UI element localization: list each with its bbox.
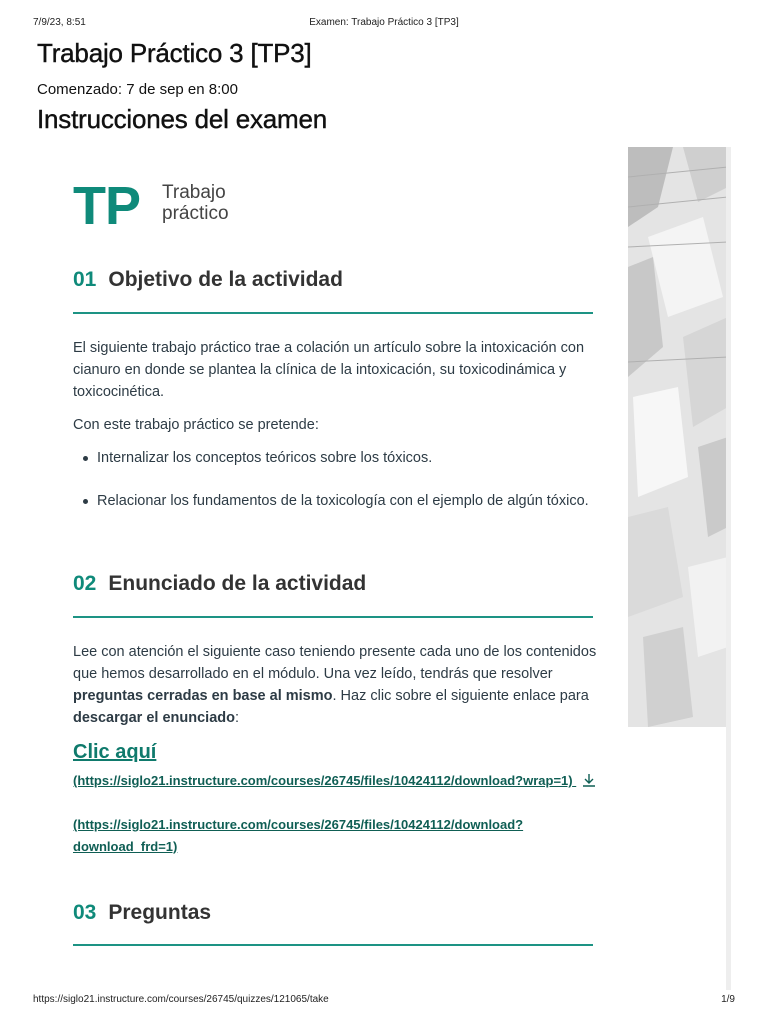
statement-paragraph <box>73 641 603 729</box>
list-item: Internalizar los conceptos teóricos sobre los tóxicos. <box>73 447 603 469</box>
architecture-graphic <box>628 147 728 727</box>
section-label: Objetivo de la actividad <box>108 268 343 291</box>
download-link[interactable]: Clic aquí <box>73 741 157 763</box>
section-label: Enunciado de la actividad <box>108 572 367 595</box>
statement-bold-1: preguntas cerradas en base al mismo <box>73 688 333 704</box>
section-divider <box>73 312 593 314</box>
objective-intro: Con este trabajo práctico se pretende: <box>73 417 319 433</box>
logo-text <box>162 182 282 224</box>
download-icon[interactable] <box>582 773 596 787</box>
side-strip <box>726 147 731 990</box>
section-label: Preguntas <box>108 901 212 924</box>
section-number: 03 <box>73 901 97 924</box>
section-heading-objective <box>73 268 593 292</box>
section-number: 02 <box>73 572 97 595</box>
section-heading-statement <box>73 572 593 596</box>
statement-text-1: Lee con atención el siguiente caso teniendo presente cada uno de los contenidos que hemos desarrollado en el módulo. Una vez leído, tendrás que resolver <box>73 644 597 682</box>
quiz-title: Trabajo Práctico 3 [TP3] <box>37 38 312 68</box>
section-heading-questions <box>73 901 593 925</box>
objective-list-2 <box>73 490 603 512</box>
footer-url: https://siglo21.instructure.com/courses/26745/quizzes/121065/take <box>33 994 329 1005</box>
download-url-1[interactable] <box>73 770 613 792</box>
statement-text-2: . Haz clic sobre el siguiente enlace para <box>332 688 589 704</box>
logo-line1: Trabajo <box>162 182 226 203</box>
started-time: Comenzado: 7 de sep en 8:00 <box>37 81 238 98</box>
logo-line2: práctico <box>162 203 229 224</box>
print-header <box>0 17 768 31</box>
objective-list <box>73 447 603 469</box>
instructions-title: Instrucciones del examen <box>37 104 328 134</box>
logo-mark: TP <box>73 176 141 236</box>
objective-paragraph: El siguiente trabajo práctico trae a colación un artículo sobre la intoxicación con cianuro en donde se plantea la clínica de la intoxicación, su toxicodinámica y toxicocinética. <box>73 340 585 400</box>
download-url-2[interactable]: (https://siglo21.instructure.com/courses/26745/files/10424112/download?download_frd=1) <box>73 817 524 854</box>
section-divider <box>73 616 593 618</box>
statement-bold-2: descargar el enunciado <box>73 710 235 726</box>
decorative-architecture-image <box>628 147 728 727</box>
list-item: Relacionar los fundamentos de la toxicología con el ejemplo de algún tóxico. <box>73 490 603 512</box>
page-number: 1/9 <box>721 994 735 1005</box>
print-title: Examen: Trabajo Práctico 3 [TP3] <box>309 17 459 28</box>
statement-text-3: : <box>234 710 240 726</box>
section-divider <box>73 944 593 946</box>
section-number: 01 <box>73 268 97 291</box>
download-url-1-text[interactable]: (https://siglo21.instructure.com/courses/26745/files/10424112/download?wrap=1) <box>73 773 573 788</box>
print-datetime: 7/9/23, 8:51 <box>33 17 86 28</box>
